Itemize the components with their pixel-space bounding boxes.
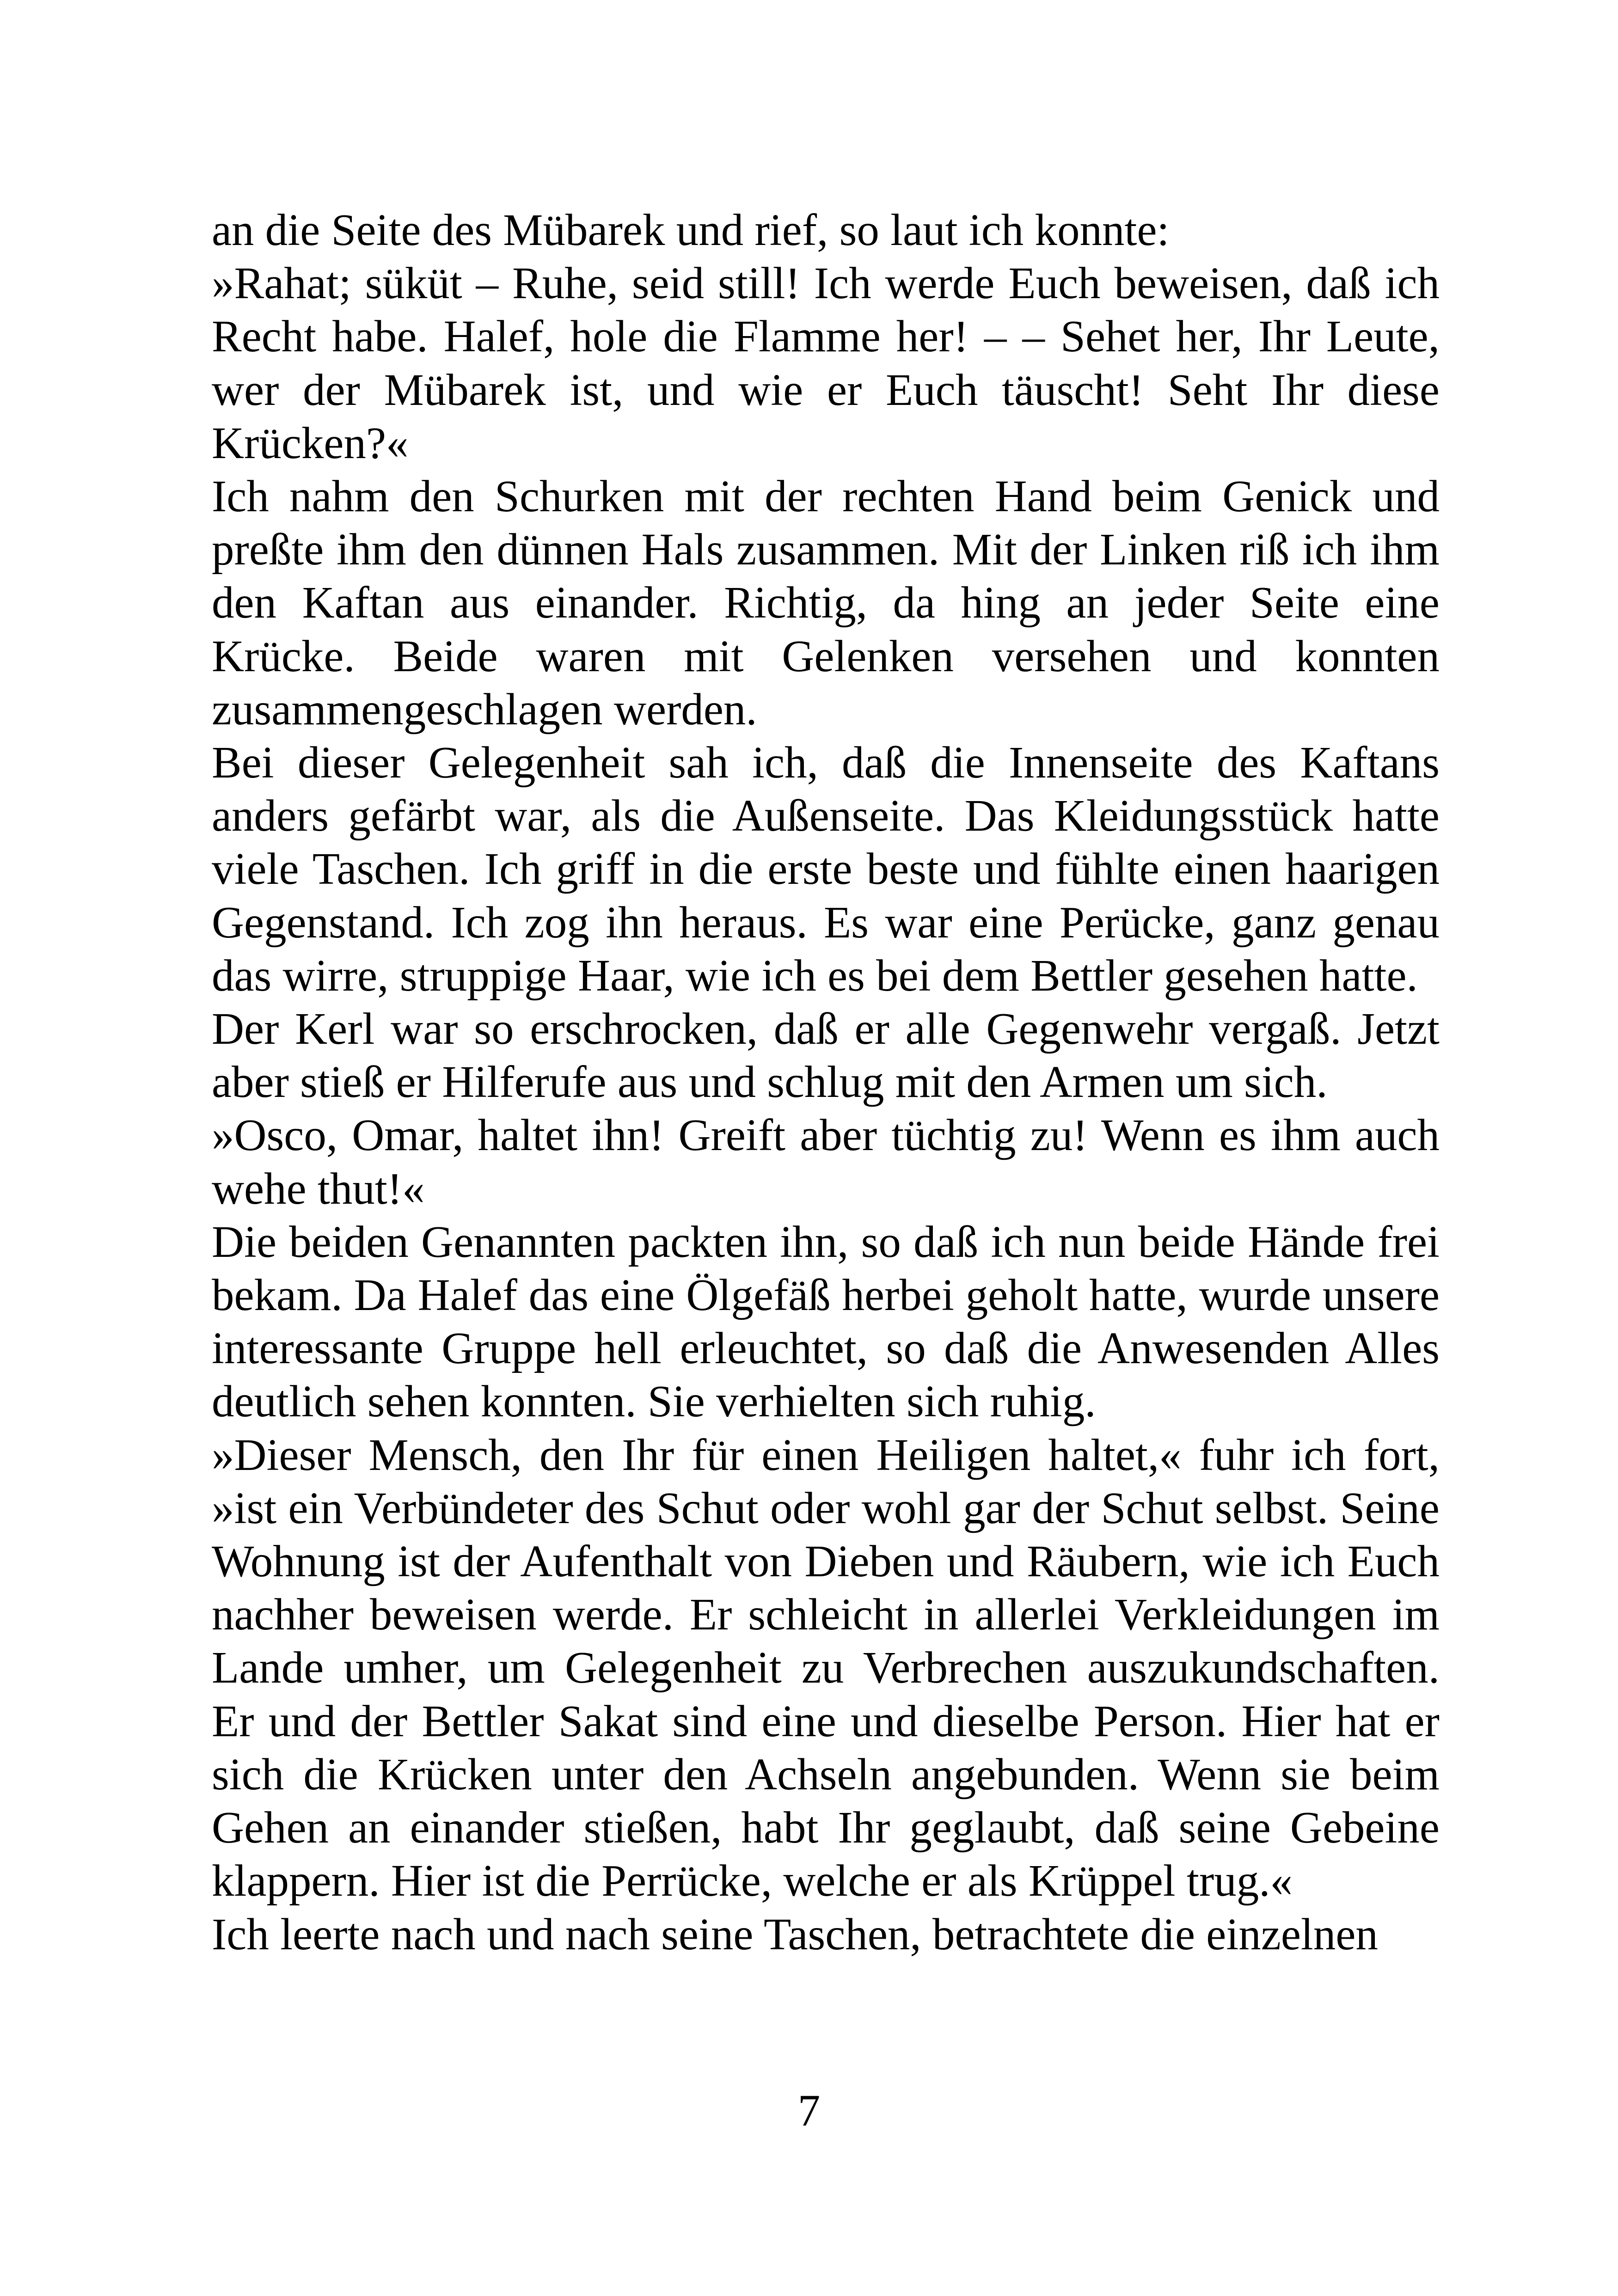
- paragraph-6: »Osco, Omar, haltet ihn! Greift aber tüchtig zu! Wenn es ihm auch wehe thut!«: [212, 1110, 1440, 1213]
- paragraph-3: Ich nahm den Schurken mit der rechten Hand beim Genick und preßte ihm den dünnen Hals zusammen. Mit der Linken riß ich ihm den Kaftan aus einander. Richtig, da hing an jeder Seite eine Krücke. Beide waren mit Gelenken versehen und konnten zusammengeschlagen werden.: [212, 471, 1440, 734]
- page-number: 7: [797, 2086, 821, 2135]
- paragraph-1: an die Seite des Mübarek und rief, so laut ich konnte:: [212, 205, 1170, 255]
- paragraph-2: »Rahat; süküt – Ruhe, seid still! Ich werde Euch beweisen, daß ich Recht habe. Halef, hole die Flamme her! – – Sehet her, Ihr Leute, wer der Mübarek ist, und wie er Euch täuscht! Seht Ihr diese Krücken?«: [212, 258, 1440, 468]
- paragraph-4: Bei dieser Gelegenheit sah ich, daß die Innenseite des Kaftans anders gefärbt war, als die Außenseite. Das Kleidungsstück hatte viele Taschen. Ich griff in die erste beste und fühlte einen haarigen Gegenstand. Ich zog ihn heraus. Es war eine Perücke, ganz genau das wirre, struppige Haar, wie ich es bei dem Bettler gesehen hatte.: [212, 738, 1440, 1000]
- paragraph-7: Die beiden Genannten packten ihn, so daß ich nun beide Hände frei bekam. Da Halef das eine Ölgefäß herbei geholt hatte, wurde unsere interessante Gruppe hell erleuchtet, so daß die Anwesenden Alles deutlich sehen konnten. Sie verhielten sich ruhig.: [212, 1217, 1440, 1427]
- paragraph-5: Der Kerl war so erschrocken, daß er alle Gegenwehr vergaß. Jetzt aber stieß er Hilferufe aus und schlug mit den Armen um sich.: [212, 1004, 1440, 1107]
- paragraph-8: »Dieser Mensch, den Ihr für einen Heiligen haltet,« fuhr ich fort, »ist ein Verbündeter des Schut oder wohl gar der Schut selbst. Seine Wohnung ist der Aufenthalt von Dieben und Räubern, wie ich Euch nachher beweisen werde. Er schleicht in allerlei Verkleidungen im Lande umher, um Gelegenheit zu Verbrechen auszukundschaften. Er und der Bettler Sakat sind eine und dieselbe Person. Hier hat er sich die Krücken unter den Achseln angebunden. Wenn sie beim Gehen an einander stießen, habt Ihr geglaubt, daß seine Gebeine klappern. Hier ist die Perrücke, welche er als Krüppel trug.«: [212, 1430, 1440, 1906]
- paragraph-9: Ich leerte nach und nach seine Taschen, betrachtete die einzelnen: [212, 1909, 1378, 1959]
- body-text: [212, 203, 1440, 1961]
